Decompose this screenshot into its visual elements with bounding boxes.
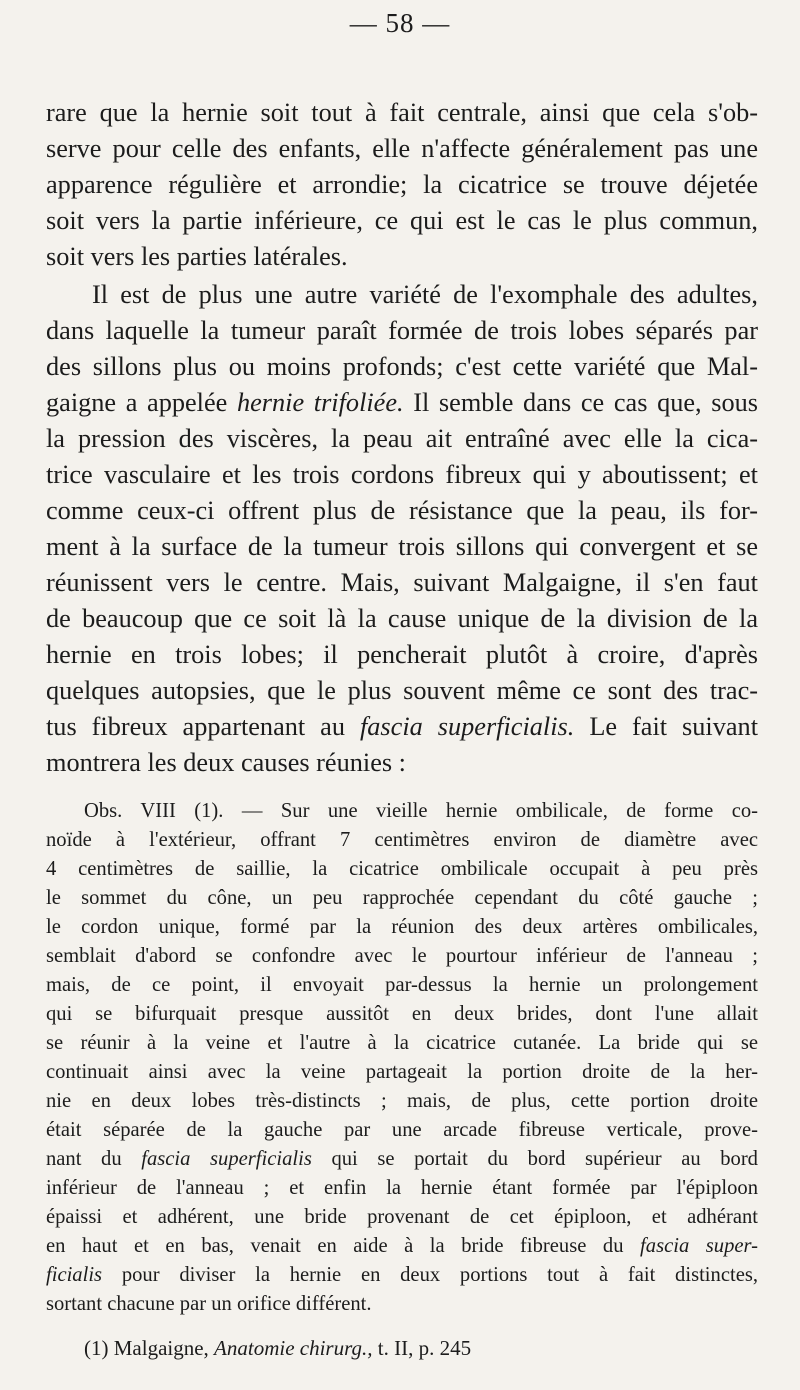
text-line: sortant chacune par un orifice différent.	[46, 1293, 372, 1315]
text-run: tus fibreux appartenant au	[46, 712, 360, 741]
text-line: était séparée de la gauche par une arcade fibreuse verticale, prove-	[46, 1119, 758, 1141]
text-line: Obs. VIII (1). — Sur une vieille hernie ombilicale, de forme co-	[84, 800, 758, 822]
text-line: soit vers la partie inférieure, ce qui est le cas le plus commun,	[46, 206, 758, 235]
italic-term: ficialis	[46, 1264, 103, 1286]
text-line: se réunir à la veine et l'autre à la cicatrice cutanée. La bride qui se	[46, 1032, 758, 1054]
text-line: hernie en trois lobes; il pencherait plutôt à croire, d'après	[46, 640, 758, 669]
text-line: montrera les deux causes réunies :	[46, 748, 406, 777]
text-line: trice vasculaire et les trois cordons fibreux qui y aboutissent; et	[46, 460, 758, 489]
text-line	[46, 1235, 758, 1258]
text-run: Il semble dans ce cas que, sous	[403, 388, 759, 417]
text-run: Le fait suivant	[574, 712, 758, 741]
text-line: mais, de ce point, il envoyait par-dessus la hernie un prolongement	[46, 974, 758, 996]
text-line: réunissent vers le centre. Mais, suivant Malgaigne, il s'en faut	[46, 568, 758, 597]
text-line: le sommet du cône, un peu rapprochée cependant du côté gauche ;	[46, 887, 758, 909]
footnote-text: (1) Malgaigne,	[84, 1336, 215, 1360]
text-line: rare que la hernie soit tout à fait centrale, ainsi que cela s'ob-	[46, 98, 758, 127]
text-line: comme ceux-ci offrent plus de résistance que la peau, ils for-	[46, 496, 758, 525]
text-line: serve pour celle des enfants, elle n'affecte généralement pas une	[46, 134, 758, 163]
footnote-reference: t. II, p. 245	[372, 1336, 472, 1360]
text-line: dans laquelle la tumeur paraît formée de trois lobes séparés par	[46, 316, 758, 345]
text-line: noïde à l'extérieur, offrant 7 centimètres environ de diamètre avec	[46, 829, 758, 851]
italic-term: fascia superficialis	[141, 1148, 312, 1170]
text-line: quelques autopsies, que le plus souvent même ce sont des trac-	[46, 676, 758, 705]
page-number: — 58 —	[349, 8, 451, 38]
text-line: soit vers les parties latérales.	[46, 242, 348, 271]
text-run: qui se portait du bord supérieur au bord	[311, 1148, 758, 1170]
text-line	[46, 1148, 758, 1171]
footnote-italic-title: Anatomie chirurg.,	[214, 1336, 373, 1360]
text-line: de beaucoup que ce soit là la cause unique de la division de la	[46, 604, 758, 633]
text-line: apparence régulière et arrondie; la cicatrice se trouve déjetée	[46, 170, 758, 199]
text-run: nant du	[46, 1148, 142, 1170]
italic-term: fascia superficialis.	[359, 712, 575, 741]
text-line: la pression des viscères, la peau ait entraîné avec elle la cica-	[46, 424, 758, 453]
text-run: en haut et en bas, venait en aide à la bride fibreuse du	[46, 1235, 624, 1257]
text-line: semblait d'abord se confondre avec le pourtour inférieur de l'anneau ;	[46, 945, 758, 967]
text-line	[46, 1264, 758, 1287]
text-line: épaissi et adhérent, une bride provenant de cet épiploon, et adhérant	[46, 1206, 758, 1228]
italic-term: hernie trifoliée.	[236, 388, 404, 417]
text-run: pour diviser la hernie en deux portions tout à fait distinctes,	[102, 1264, 758, 1286]
text-line: des sillons plus ou moins profonds; c'est cette variété que Mal-	[46, 352, 758, 381]
italic-term: fascia super-	[623, 1235, 758, 1257]
text-line: continuait ainsi avec la veine partageait la portion droite de la her-	[46, 1061, 758, 1083]
footnote	[84, 1336, 471, 1361]
text-run: gaigne a appelée	[46, 388, 237, 417]
text-line: inférieur de l'anneau ; et enfin la hernie étant formée par l'épiploon	[46, 1177, 758, 1199]
text-line: qui se bifurquait presque aussitôt en deux brides, dont l'une allait	[46, 1003, 758, 1025]
text-line: 4 centimètres de saillie, la cicatrice ombilicale occupait à peu près	[46, 858, 758, 880]
text-line: Il est de plus une autre variété de l'exomphale des adultes,	[92, 280, 758, 309]
text-line	[46, 712, 758, 742]
text-line: le cordon unique, formé par la réunion des deux artères ombilicales,	[46, 916, 758, 938]
text-line	[46, 388, 758, 418]
text-line: ment à la surface de la tumeur trois sillons qui convergent et se	[46, 532, 758, 561]
text-line: nie en deux lobes très-distincts ; mais, de plus, cette portion droite	[46, 1090, 758, 1112]
